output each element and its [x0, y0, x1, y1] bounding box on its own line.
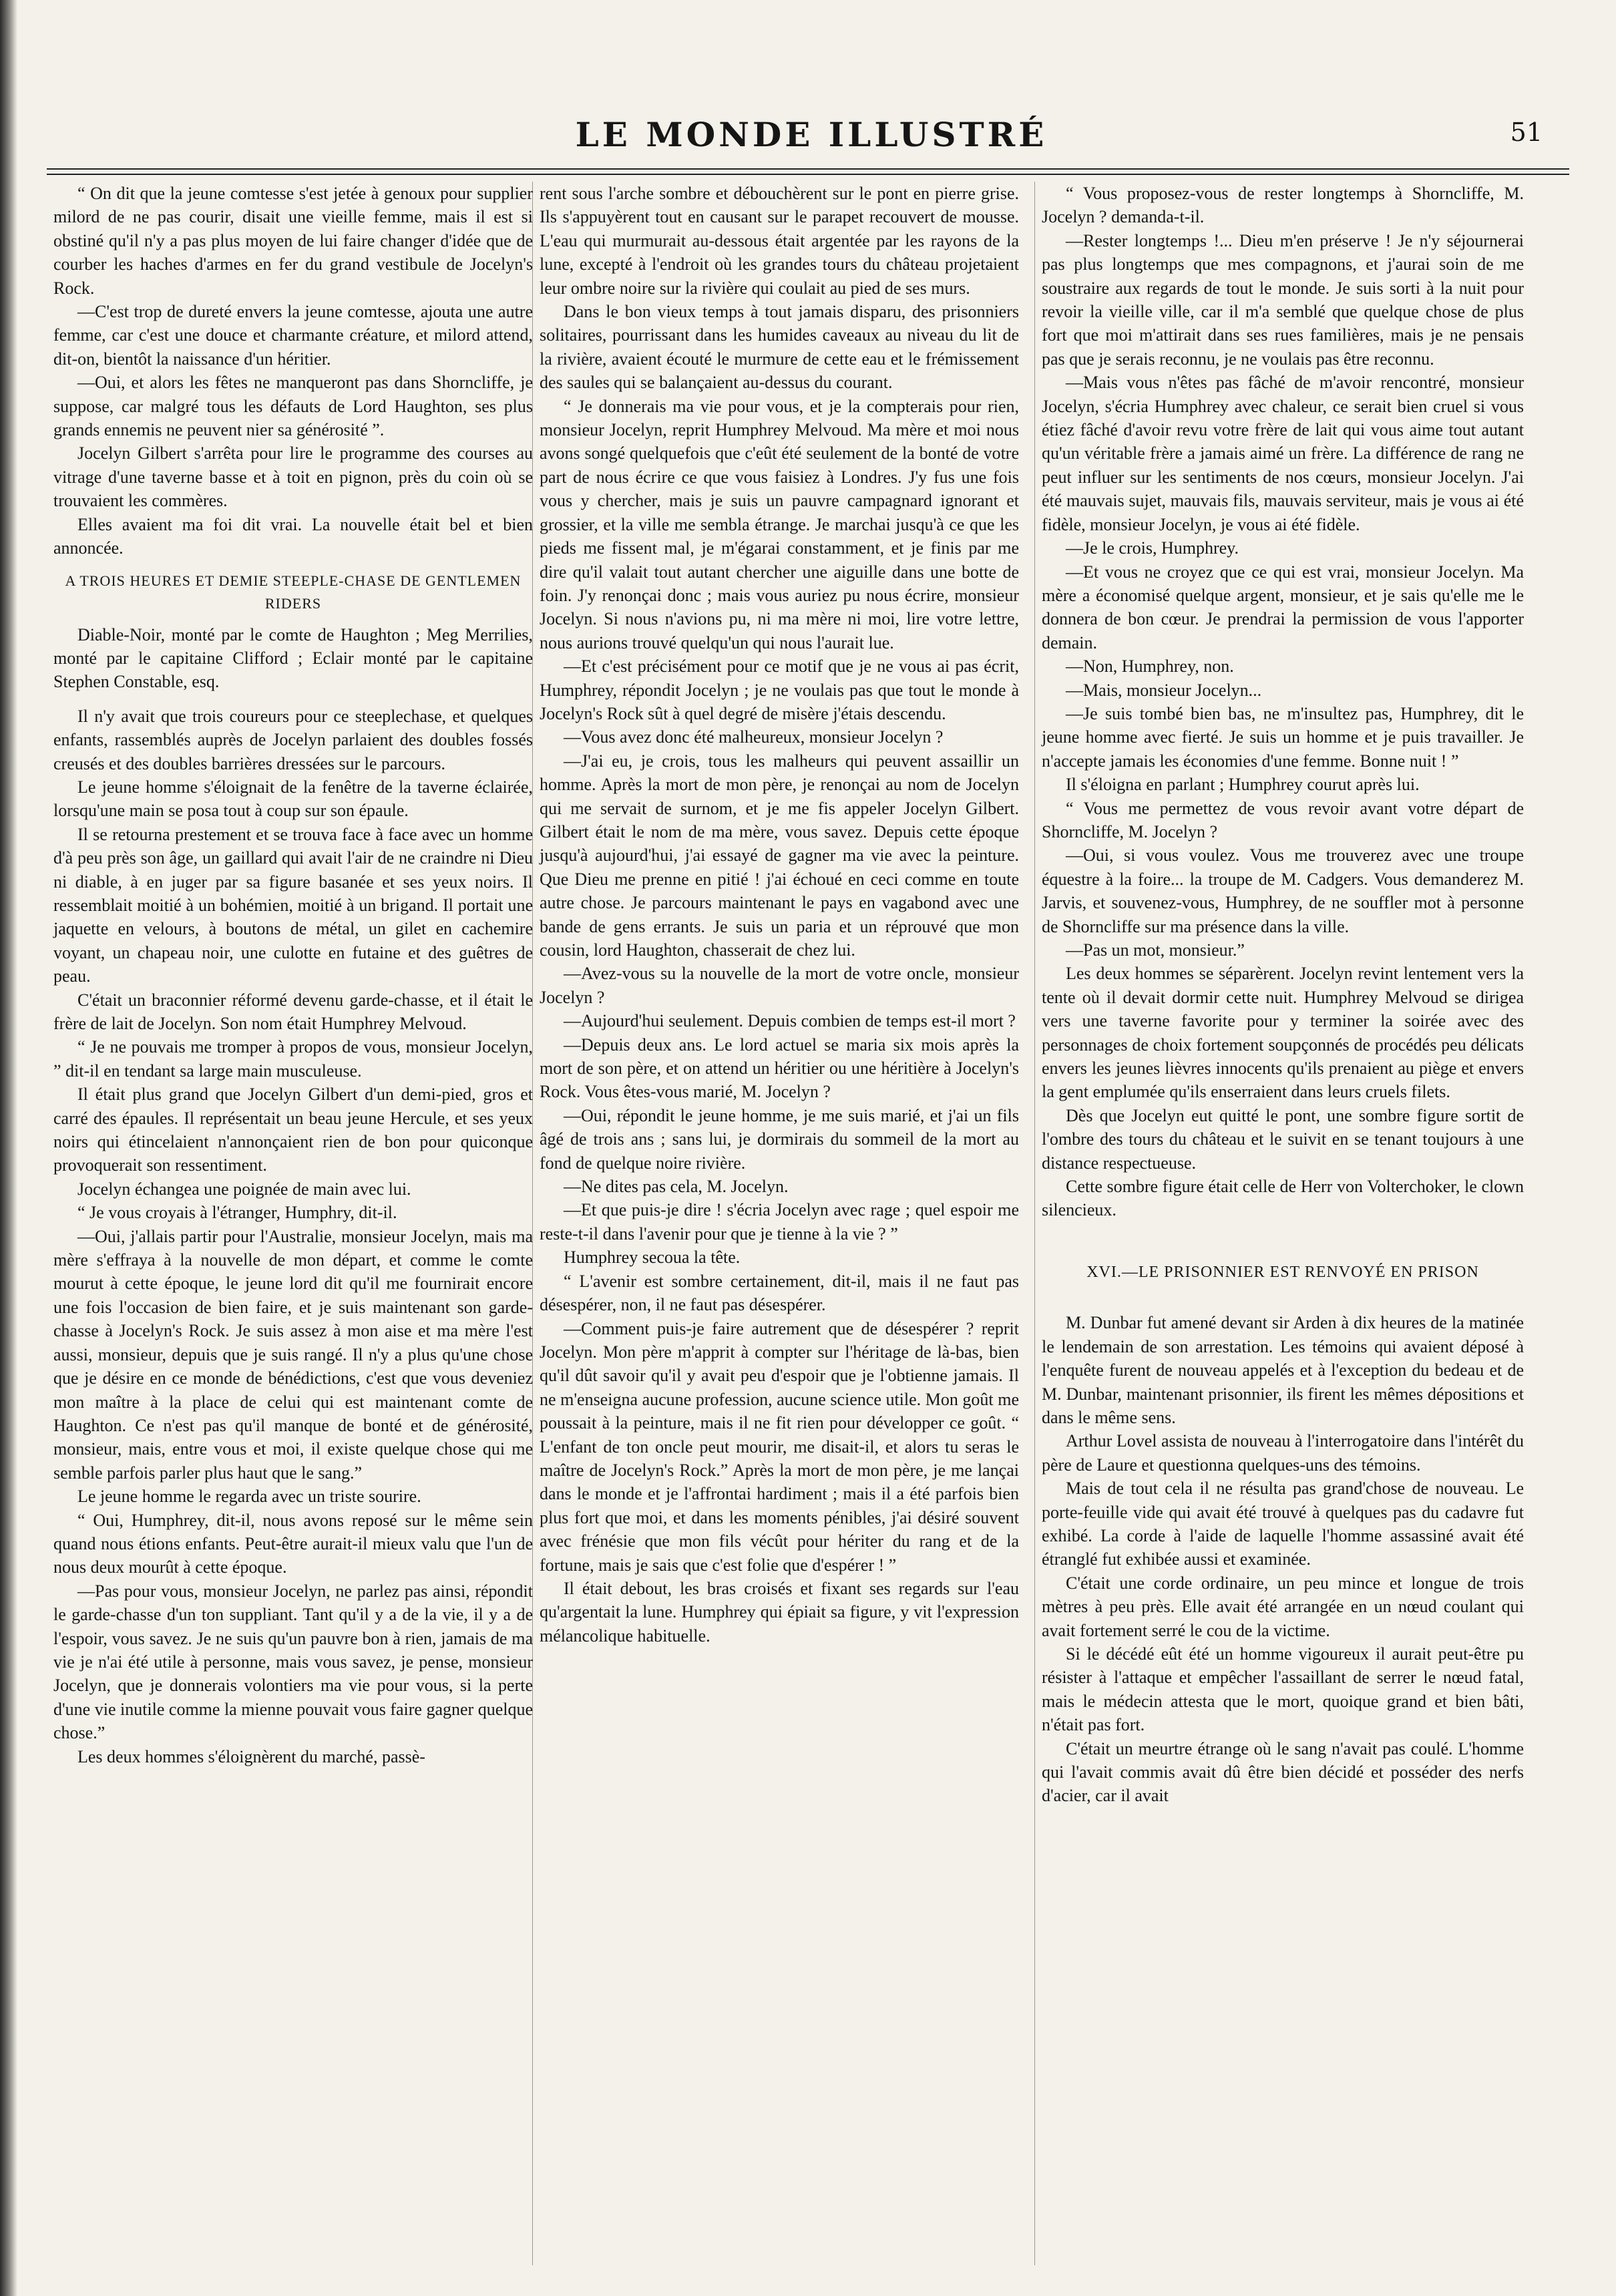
paragraph: Humphrey secoua la tête. [564, 1248, 741, 1268]
paragraph: —Je le crois, Humphrey. [1066, 538, 1239, 558]
paragraph: —Et vous ne croyez que ce qui est vrai, monsieur Jocelyn. Ma mère a économisé quelque argent, monsieur, et je sais qu'elle me le donnera de bon cœur. Je prendrai la permission de vous l'apporter demain. [1042, 562, 1524, 652]
paragraph: Dès que Jocelyn eut quitté le pont, une sombre figure sortit de l'ombre des tours du château et le suivit en se tenant toujours à une distance respectueuse. [1042, 1105, 1524, 1173]
paragraph: —C'est trop de dureté envers la jeune comtesse, ajouta une autre femme, car c'est une douce et charmante créature, et milord attend, dit-on, bientôt la naissance d'un héritier. [53, 302, 533, 369]
masthead-rule [47, 168, 1569, 175]
paragraph: Dans le bon vieux temps à tout jamais disparu, des prisonniers solitaires, pourrissant dans les humides caveaux au niveau du lit de la rivière, avaient écouté le murmure de cette eau et le frémissement des saules qui se balançaient au-dessus du courant. [540, 302, 1019, 393]
page-number: 51 [1510, 118, 1543, 147]
paragraph: Il était debout, les bras croisés et fixant ses regards sur l'eau qu'argentait la lune. Humphrey qui épiait sa figure, y vit l'expression mélancolique habituelle. [540, 1578, 1019, 1646]
paragraph: —Oui, répondit le jeune homme, je me suis marié, et j'ai un fils âgé de trois ans ; sans lui, je dormirais du sommeil de la mort au fond de quelque noire rivière. [540, 1105, 1019, 1173]
paragraph: “ Je ne pouvais me tromper à propos de vous, monsieur Jocelyn, ” dit-il en tendant sa large main musculeuse. [53, 1037, 533, 1081]
paragraph: —Oui, j'allais partir pour l'Australie, monsieur Jocelyn, mais ma mère s'effraya à la nouvelle de mon départ, et comme le comte mourut à cette époque, le jeune lord dit qu'il me fournirait encore une fois l'occasion de bien faire, et je suis maintenant son garde-chasse à Jocelyn's Rock. Je suis assez à mon aise et ma mère l'est aussi, monsieur, depuis que je suis rangé. Il n'y a plus qu'une chose que je désire en ce monde de bénédictions, c'est que vous deveniez mon maître à la place de celui qui est maintenant comte de Haughton. Ce n'est pas qu'il manque de bonté et de générosité, monsieur, mais, entre vous et moi, il existe quelque chose qui me semble parfois parler plus haut que le sang.” [53, 1226, 533, 1483]
column-1 [53, 182, 533, 1768]
paragraph: “ L'avenir est sombre certainement, dit-il, mais il ne faut pas désespérer, non, il ne faut pas désespérer. [540, 1271, 1019, 1315]
paragraph: Il n'y avait que trois coureurs pour ce steeplechase, et quelques enfants, rassemblés auprès de Jocelyn parlaient des doubles fossés creusés et des doubles barrières dressées sur le parcours. [53, 706, 533, 773]
paragraph: Il se retourna prestement et se trouva face à face avec un homme d'à peu près son âge, un gaillard qui avait l'air de ne craindre ni Dieu ni diable, à en juger par sa figure basanée et ses yeux noirs. Il ressemblait moitié à un bohémien, moitié à un brigand. Il portait une jaquette en velours, à boutons de métal, un gilet en cachemire voyant, un chapeau noir, une culotte en futaine et des guêtres de peau. [53, 824, 533, 986]
paragraph: Le jeune homme le regarda avec un triste sourire. [77, 1487, 421, 1507]
paragraph: Les deux hommes s'éloignèrent du marché, passè- [77, 1746, 425, 1766]
paragraph: —Mais, monsieur Jocelyn... [1066, 680, 1262, 700]
paragraph: Les deux hommes se séparèrent. Jocelyn revint lentement vers la tente où il devait dormir cette nuit. Humphrey Melvoud se dirigea vers une taverne favorite pour y terminer la soirée avec des personnages de choix fortement soupçonnés de procédés peu délicats envers les jeunes lièvres innocents qu'ils prenaient au piège et envers la gent emplumée qu'ils enserraient dans leurs cruels filets. [1042, 964, 1524, 1102]
paragraph: —Depuis deux ans. Le lord actuel se maria six mois après la mort de son père, et on attend un héritier ou une héritière à Jocelyn's Rock. Vous êtes-vous marié, M. Jocelyn ? [540, 1034, 1019, 1102]
paragraph: —Pas pour vous, monsieur Jocelyn, ne parlez pas ainsi, répondit le garde-chasse d'un ton suppliant. Tant qu'il y a de la vie, il y a de l'espoir, vous savez. Je ne suis qu'un pauvre bon à rien, jamais de ma vie je n'ai été utile à personne, mais vous savez, je pense, monsieur Jocelyn, que je donnerais volontiers ma vie pour vous, si la perte d'une vie inutile comme la mienne pouvait vous faire gagner quelque chose.” [53, 1581, 534, 1743]
column-3 [1042, 182, 1524, 1808]
race-entries: Diable-Noir, monté par le comte de Haughton ; Meg Merrilies, monté par le capitaine Clifford ; Eclair monté par le capitaine Stephen Constable, esq. [53, 624, 533, 692]
paragraph: Jocelyn échangea une poignée de main avec lui. [77, 1179, 411, 1199]
paragraph: “ On dit que la jeune comtesse s'est jetée à genoux pour supplier milord de ne pas courir, disait une vieille femme, mais il est si obstiné qu'il n'y a pas plus moyen de lui faire changer d'idée que de courber les haches d'armes en fer du grand vestibule de Jocelyn's Rock. [53, 184, 533, 298]
paragraph: —Pas un mot, monsieur.” [1066, 940, 1245, 960]
paragraph: “ Vous me permettez de vous revoir avant votre départ de Shorncliffe, M. Jocelyn ? [1042, 798, 1524, 841]
paragraph: Cette sombre figure était celle de Herr von Volterchoker, le clown silencieux. [1042, 1177, 1524, 1220]
paragraph: Il était plus grand que Jocelyn Gilbert d'un demi-pied, gros et carré des épaules. Il représentait un beau jeune Hercule, et ses yeux noirs qui étincelaient n'annonçaient rien de bon pour quiconque provoquerait son ressentiment. [53, 1085, 533, 1175]
paragraph: “ Oui, Humphrey, dit-il, nous avons reposé sur le même sein quand nous étions enfants. Peut-être aurait-il mieux valu que l'un de nous deux mourût à cette époque. [53, 1510, 533, 1577]
paragraph: rent sous l'arche sombre et débouchèrent sur le pont en pierre grise. Ils s'appuyèrent tout en causant sur le parapet recouvert de mousse. L'eau qui murmurait au-dessous était argentée par les rayons de la lune, excepté à l'endroit où les grandes tours du château projetaient leur ombre noire sur la rivière qui coulait au pied de ses murs. [540, 184, 1019, 298]
paragraph: Le jeune homme s'éloignait de la fenêtre de la taverne éclairée, lorsqu'une main se posa tout à coup sur son épaule. [53, 777, 533, 821]
race-heading: A TROIS HEURES ET DEMIE STEEPLE-CHASE DE GENTLEMEN RIDERS [65, 572, 522, 612]
paragraph: —Aujourd'hui seulement. Depuis combien de temps est-il mort ? [564, 1011, 1016, 1031]
masthead [53, 115, 1569, 168]
paragraph: —Et que puis-je dire ! s'écria Jocelyn avec rage ; quel espoir me reste-t-il dans l'avenir pour que je tienne à la vie ? ” [540, 1200, 1019, 1243]
paragraph: C'était un braconnier réformé devenu garde-chasse, et il était le frère de lait de Jocelyn. Son nom était Humphrey Melvoud. [53, 990, 533, 1033]
paragraph: Elles avaient ma foi dit vrai. La nouvelle était bel et bien annoncée. [53, 514, 533, 558]
paragraph: Si le décédé eût été un homme vigoureux il aurait peut-être pu résister à l'attaque et empêcher l'assaillant de serrer le nœud fatal, mais le médecin attesta que le mort, quoique grand et bien bâti, n'était pas fort. [1042, 1644, 1524, 1735]
paragraph: Mais de tout cela il ne résulta pas grand'chose de nouveau. Le porte-feuille vide qui avait été trouvé à quelques pas du cadavre fut exhibé. La corde à l'aide de laquelle l'homme assassiné avait été étranglé fut exhibée aussi et examinée. [1042, 1479, 1524, 1569]
page-edge-shadow [0, 0, 17, 2296]
paragraph: —Je suis tombé bien bas, ne m'insultez pas, Humphrey, dit le jeune homme avec fierté. Je suis un homme et je puis travailler. Je n'accepte jamais les économies d'une femme. Bonne nuit ! ” [1042, 703, 1524, 771]
paragraph: —Ne dites pas cela, M. Jocelyn. [564, 1177, 789, 1197]
paragraph: Il s'éloigna en parlant ; Humphrey courut après lui. [1066, 775, 1420, 795]
paragraph: C'était un meurtre étrange où le sang n'avait pas coulé. L'homme qui l'avait commis avait dû être bien décidé et posséder des nerfs d'acier, car il avait [1042, 1738, 1524, 1806]
paragraph: C'était une corde ordinaire, un peu mince et longue de trois mètres à peu près. Elle avait été arrangée en un nœud coulant qui avait fortement serré le cou de la victime. [1042, 1573, 1524, 1640]
paragraph: Arthur Lovel assista de nouveau à l'interrogatoire dans l'intérêt du père de Laure et questionna quelques-uns des témoins. [1042, 1431, 1524, 1475]
masthead-title: LE MONDE ILLUSTRÉ [575, 115, 1048, 154]
paragraph: —Comment puis-je faire autrement que de désespérer ? reprit Jocelyn. Mon père m'apprit à compter sur l'héritage de là-bas, bien qu'il dût savoir qu'il y avait peu d'espoir que je l'obtienne jamais. Il ne m'enseigna aucune profession, aucune science utile. Mon goût me poussait à la peinture, mais il ne fit rien pour développer ce goût. “ L'enfant de ton oncle peut mourir, me disait-il, et alors tu seras le maître de Jocelyn's Rock.” Après la mort de mon père, je me lançai dans le monde et je l'affrontai hardiment ; mais il a été parfois bien plus fort que moi, et dans les moments pénibles, j'ai désiré souvent avec frénésie que mon fils vécût pour hériter du rang et de la fortune, mais je sais que c'est folie que d'espérer ! ” [540, 1318, 1019, 1575]
chapter-title: XVI.—LE PRISONNIER EST RENVOYÉ EN PRISON [1086, 1263, 1479, 1281]
paragraph: “ Je donnerais ma vie pour vous, et je la compterais pour rien, monsieur Jocelyn, reprit Humphrey Melvoud. Ma mère et moi nous avons songé quelquefois que c'eût été seulement de la bonté de votre part de nous écrire ce que vous faisiez à Londres. J'y fus une fois vous y chercher, mais je suis un pauvre campagnard ignorant et grossier, et la ville me sembla étrange. Je marchai jusqu'à ce que les pieds me fissent mal, je m'égarai constamment, et je finis par me dire qu'il valait tout autant chercher une aiguille dans une botte de foin. J'y renonçai donc ; mais vous auriez pu nous écrire, monsieur Jocelyn. Si nous n'avions pu, ni ma mère ni moi, lire votre lettre, nous aurions trouvé quelqu'un qui nous l'aurait lue. [540, 396, 1019, 652]
paragraph: “ Je vous croyais à l'étranger, Humphry, dit-il. [77, 1203, 397, 1223]
paragraph: —Oui, et alors les fêtes ne manqueront pas dans Shorncliffe, je suppose, car malgré tous les défauts de Lord Haughton, ses plus grands ennemis ne peuvent nier sa générosité ”. [53, 373, 533, 440]
paragraph: —Non, Humphrey, non. [1066, 656, 1234, 677]
paragraph: —Vous avez donc été malheureux, monsieur Jocelyn ? [564, 727, 944, 747]
paragraph: —Avez-vous su la nouvelle de la mort de votre oncle, monsieur Jocelyn ? [540, 964, 1019, 1007]
paragraph: —Rester longtemps !... Dieu m'en préserve ! Je n'y séjournerai pas plus longtemps que mes compagnons, et j'aurai soin de me soustraire aux regards de tout le monde. Je suis sorti à la nuit pour revoir la vieille ville, car il m'a semblé que quelque chose de plus fort que moi m'attirait dans ses rues familières, mais je ne pensais pas que je serais reconnu, je ne voulais pas être reconnu. [1042, 230, 1524, 369]
column-2 [540, 182, 1019, 1648]
paragraph: M. Dunbar fut amené devant sir Arden à dix heures de la matinée le lendemain de son arrestation. Les témoins qui avaient déposé à l'enquête furent de nouveau appelés et à l'exception du bedeau et de M. Dunbar, maintenant prisonnier, ils firent les mêmes dépositions et dans le même sens. [1042, 1313, 1524, 1427]
paragraph: —Mais vous n'êtes pas fâché de m'avoir rencontré, monsieur Jocelyn, s'écria Humphrey avec chaleur, ce serait bien cruel si vous étiez fâché d'avoir revu votre frère de lait qui vous aime tout autant qu'un véritable frère a jamais aimé un frère. La différence de rang ne peut influer sur les sentiments de nos cœurs, monsieur Jocelyn. J'ai été mauvais sujet, mauvais fils, mauvais serviteur, mais je vous ai été fidèle, monsieur Jocelyn, je vous ai été fidèle. [1042, 373, 1524, 534]
paragraph: Jocelyn Gilbert s'arrêta pour lire le programme des courses au vitrage d'une taverne basse et à toit en pignon, près du coin où se trouvaient les commères. [53, 443, 533, 511]
column-divider [1034, 182, 1035, 2265]
paragraph: —Oui, si vous voulez. Vous me trouverez avec une troupe équestre à la foire... la troupe de M. Cadgers. Vous demanderez M. Jarvis, et souvenez-vous, Humphrey, de ne souffler mot à personne de Shorncliffe sur ma présence dans la ville. [1042, 845, 1524, 936]
paragraph: “ Vous proposez-vous de rester longtemps à Shorncliffe, M. Jocelyn ? demanda-t-il. [1042, 184, 1524, 227]
paragraph: —Et c'est précisément pour ce motif que je ne vous ai pas écrit, Humphrey, répondit Jocelyn ; je ne voulais pas que tout le monde à Jocelyn's Rock sût à quel degré de misère j'étais descendu. [540, 656, 1019, 723]
paragraph: —J'ai eu, je crois, tous les malheurs qui peuvent assaillir un homme. Après la mort de mon père, je renonçai au nom de Jocelyn qui me servait de surnom, et je me fis appeler Jocelyn Gilbert. Gilbert était le nom de ma mère, vous savez. Depuis cette époque jusqu'à aujourd'hui, j'ai essayé de gagner ma vie avec la peinture. Que Dieu me prenne en pitié ! j'ai échoué en ceci comme en toute autre chose. Je parcours maintenant le pays en vagabond avec une bande de gens errants. Je suis un paria et un réprouvé que mon cousin, lord Haughton, chasserait de chez lui. [540, 751, 1019, 960]
